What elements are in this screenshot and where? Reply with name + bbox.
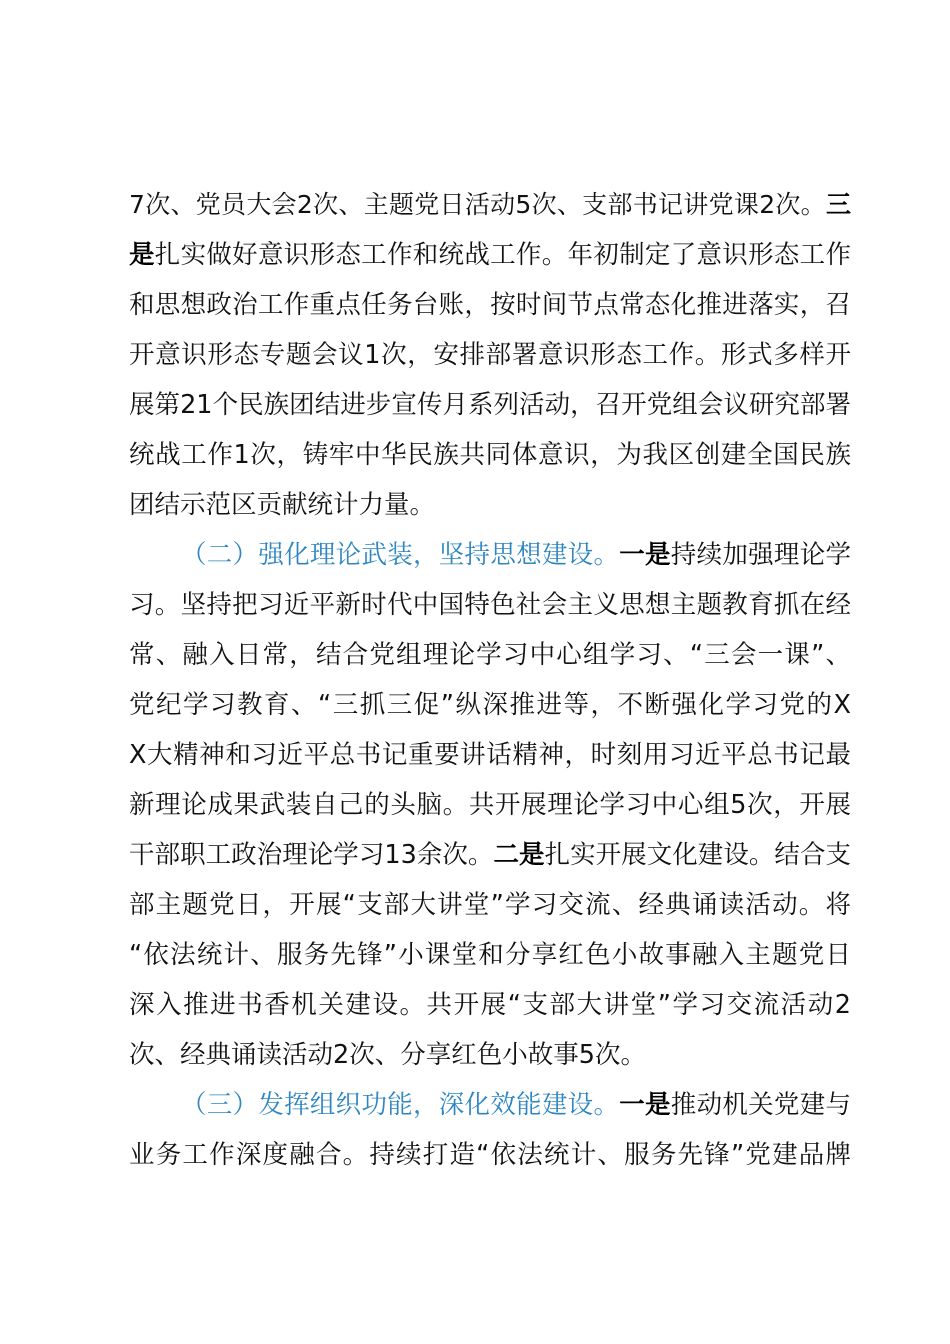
bold-run: 是: [129, 240, 155, 270]
text-run: 部主题党日，开展“支部大讲堂”学习交流、经典诵读活动。将: [129, 890, 851, 920]
text-line: [129, 980, 851, 1030]
text-line: [129, 1130, 851, 1180]
text-run: 团结示范区贡献统计力量。: [129, 490, 436, 520]
text-run: 新理论成果武装自己的头脑。共开展理论学习中心组5次，开展: [129, 790, 851, 820]
text-line: [129, 1030, 851, 1080]
text-run: 扎实开展文化建设。结合支: [544, 840, 851, 870]
text-line: [129, 380, 851, 430]
text-run: 深入推进书香机关建设。共开展“支部大讲堂”学习交流活动2: [129, 990, 851, 1020]
text-line: [129, 880, 851, 930]
text-line: [129, 630, 851, 680]
section-heading: （三）发挥组织功能，深化效能建设。: [181, 1090, 620, 1120]
text-line: [129, 430, 851, 480]
text-line: [129, 1080, 851, 1130]
text-line: [129, 280, 851, 330]
text-line: [129, 180, 851, 230]
text-run: 持续加强理论学: [670, 540, 851, 570]
text-line: [129, 330, 851, 380]
text-run: 党纪学习教育、“三抓三促”纵深推进等，不断强化学习党的X: [129, 690, 851, 720]
text-run: 开意识形态专题会议1次，安排部署意识形态工作。形式多样开: [129, 340, 851, 370]
text-run: “依法统计、服务先锋”小课堂和分享红色小故事融入主题党日: [129, 940, 851, 970]
text-line: [129, 580, 851, 630]
text-run: 干部职工政治理论学习13余次。: [129, 840, 494, 870]
text-line: [129, 530, 851, 580]
section-heading: （二）强化理论武装，坚持思想建设。: [181, 540, 620, 570]
text-run: 业务工作深度融合。持续打造“依法统计、服务先锋”党建品牌: [129, 1140, 851, 1170]
text-line: [129, 480, 851, 530]
document-body: [129, 180, 851, 1180]
text-line: [129, 780, 851, 830]
text-line: [129, 830, 851, 880]
text-line: [129, 680, 851, 730]
text-run: 习。坚持把习近平新时代中国特色社会主义思想主题教育抓在经: [129, 590, 851, 620]
bold-run: 一是: [619, 1090, 671, 1120]
text-run: 统战工作1次，铸牢中华民族共同体意识，为我区创建全国民族: [129, 440, 851, 470]
text-run: 扎实做好意识形态工作和统战工作。年初制定了意识形态工作: [154, 240, 851, 270]
text-run: 推动机关党建与: [670, 1090, 851, 1120]
text-line: [129, 230, 851, 280]
text-run: 展第21个民族团结进步宣传月系列活动，召开党组会议研究部署: [129, 390, 851, 420]
text-run: 次、经典诵读活动2次、分享红色小故事5次。: [129, 1040, 646, 1070]
text-line: [129, 730, 851, 780]
text-run: X大精神和习近平总书记重要讲话精神，时刻用习近平总书记最: [129, 740, 851, 770]
text-run: 常、融入日常，结合党组理论学习中心组学习、“三会一课”、: [129, 640, 851, 670]
bold-run: 三: [825, 190, 851, 219]
bold-run: 二是: [493, 840, 545, 870]
text-run: 7次、党员大会2次、主题党日活动5次、支部书记讲党课2次。: [129, 190, 826, 219]
bold-run: 一是: [619, 540, 671, 570]
text-run: 和思想政治工作重点任务台账，按时间节点常态化推进落实，召: [129, 290, 851, 320]
text-line: [129, 930, 851, 980]
